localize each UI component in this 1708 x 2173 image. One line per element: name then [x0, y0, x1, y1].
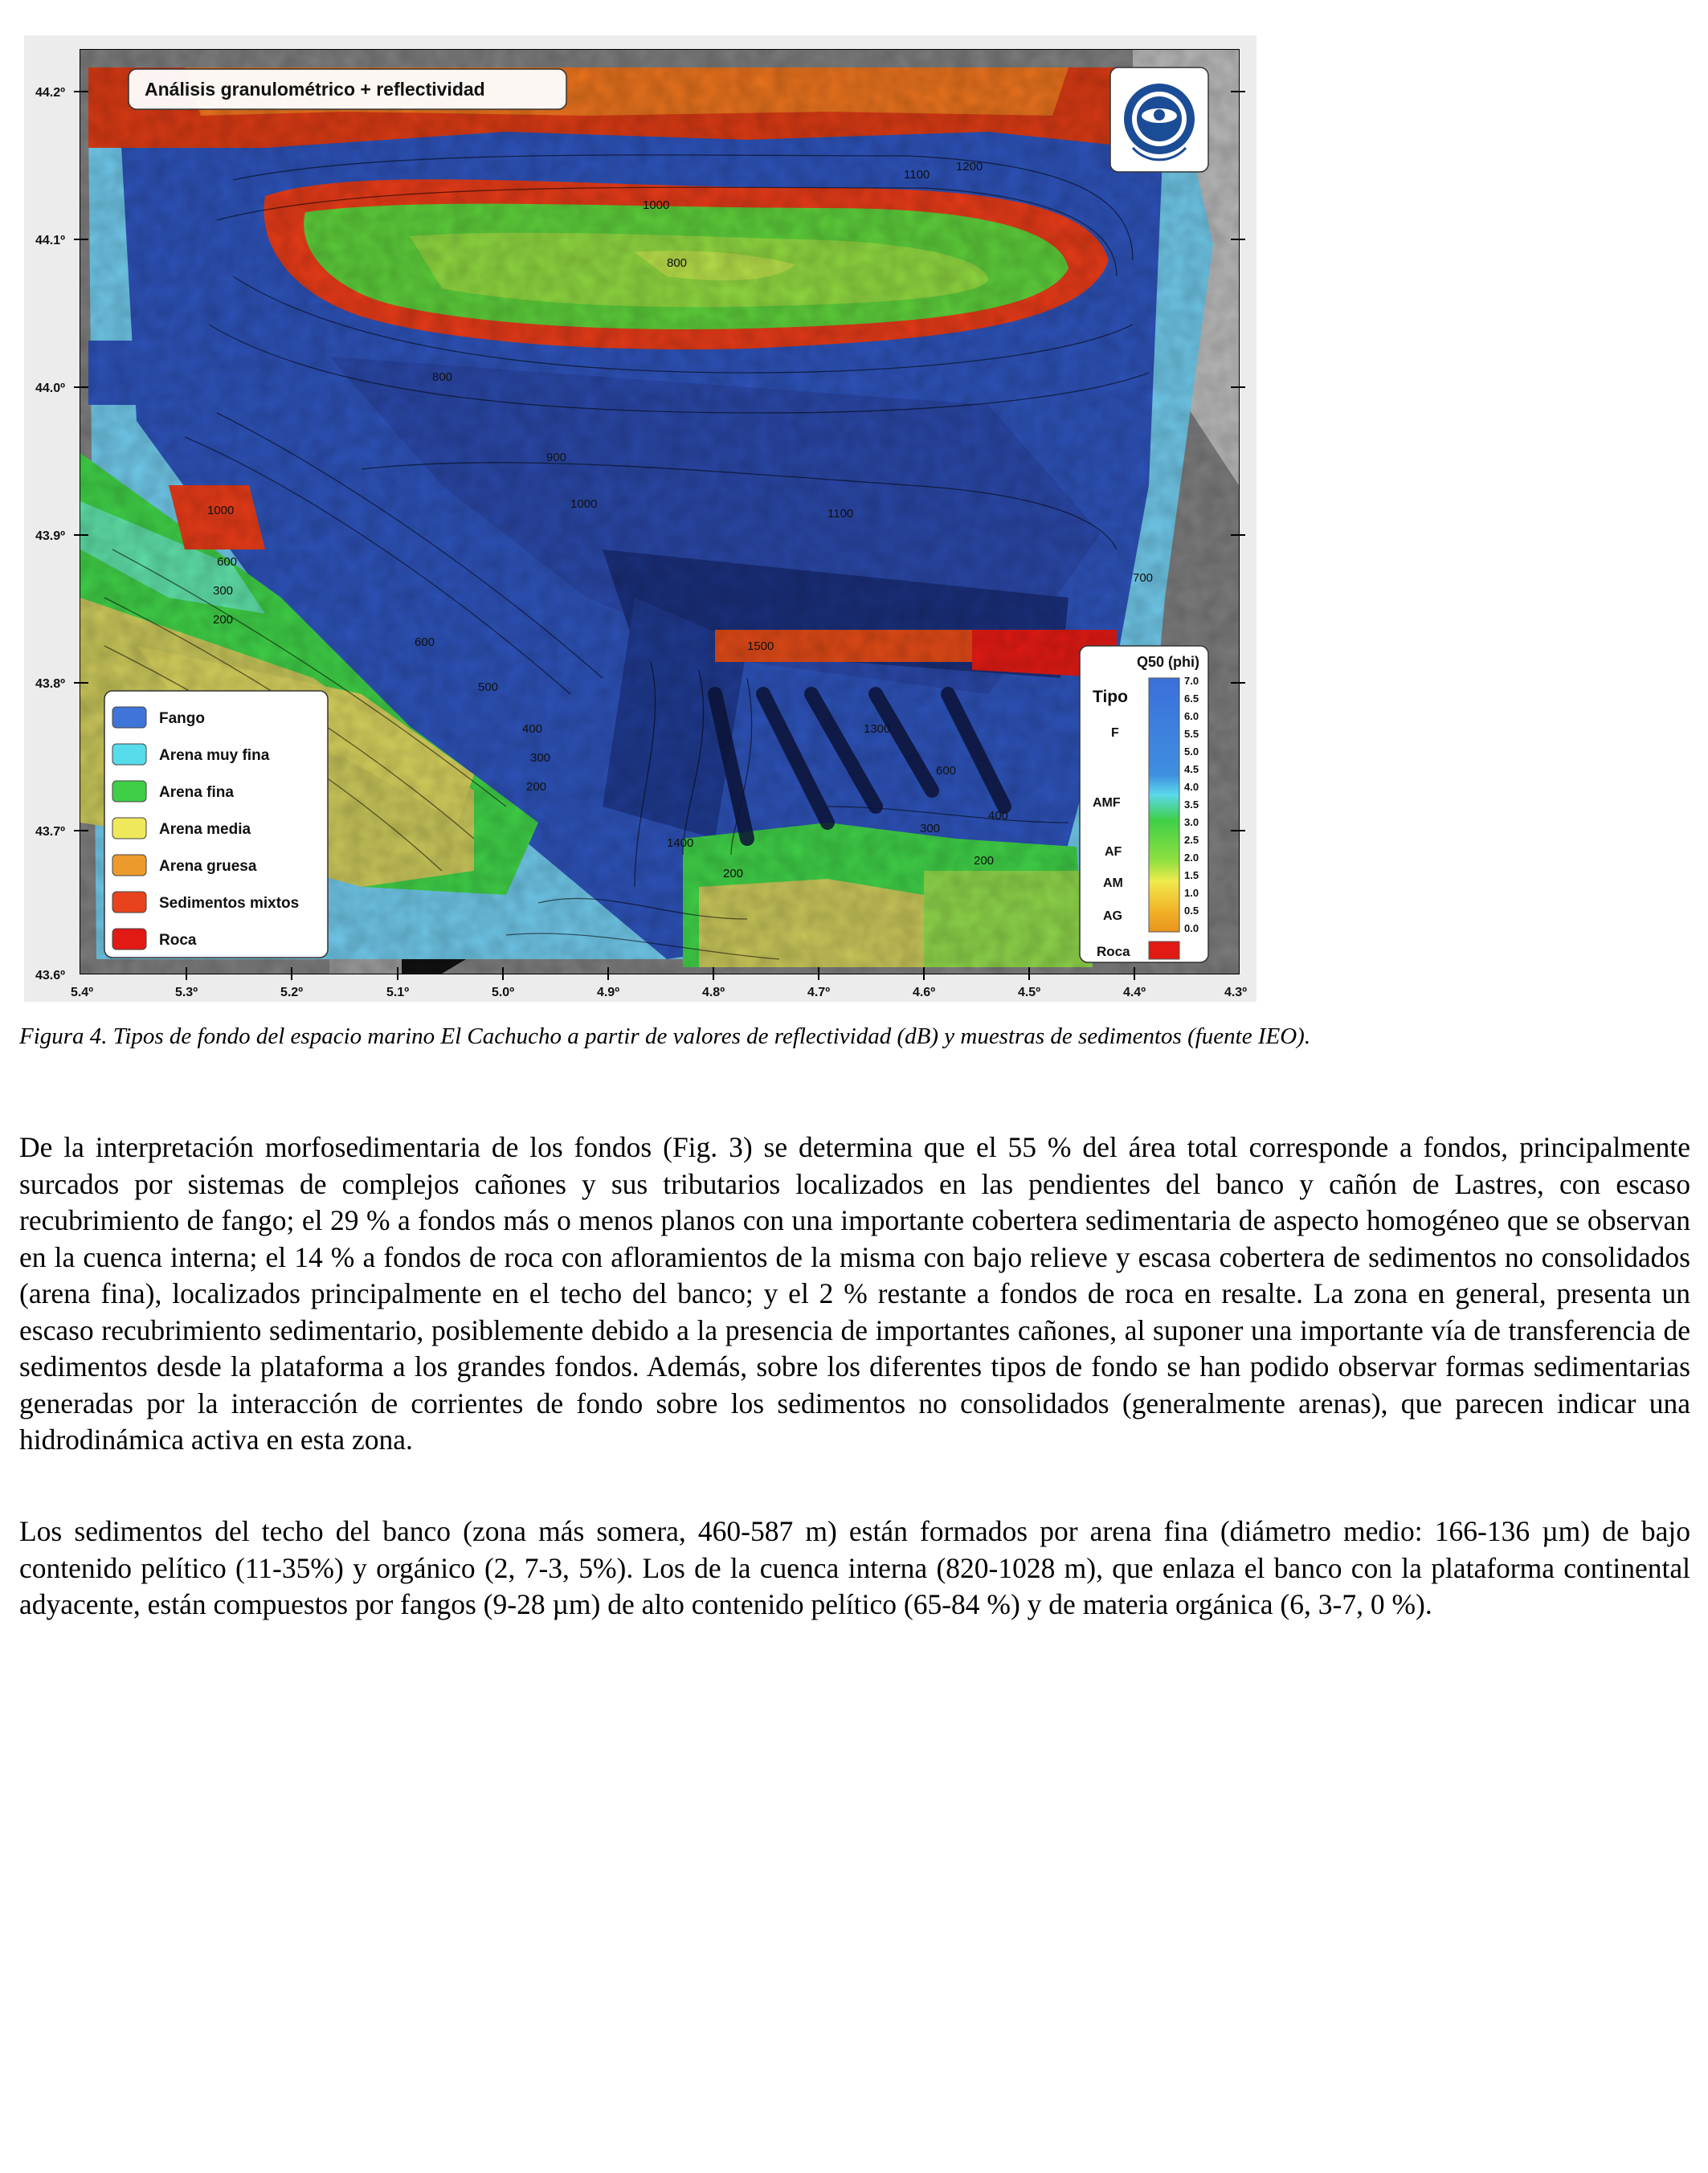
- svg-text:5.2º: 5.2º: [280, 986, 304, 999]
- tipo-label: AM: [1103, 876, 1123, 890]
- legend-label-sedimentos-mixtos: Sedimentos mixtos: [159, 895, 300, 912]
- body-paragraph-1: De la interpretación morfosedimentaria de los fondos (Fig. 3) se determina que el 55 % del área total corresponde a fondos, principalmente surcados por sistemas de complejos cañones y sus tributarios localizados en las pendientes del banco y cañón de Lastres, con escaso recubrimiento de fango; el 29 % a fondos más o menos planos con una importante cobertera sedimentaria de aspecto homogéneo que se observan en la cuenca interna; el 14 % a fondos de roca con afloramientos de la misma con bajo relieve y escasa cobertera de sedimentos no consolidados (arena fina), localizados principalmente en el techo del banco; y el 2 % restante a fondos de roca en resalte. La zona en general, presenta un escaso recubrimiento sedimentario, posiblemente debido a la presencia de importantes cañones, al suponer una importante vía de transferencia de sedimentos desde la plataforma a los grandes fondos. Además, sobre los diferentes tipos de fondo se han podido observar formas sedimentarias generadas por la interacción de corrientes de fondo sobre los sedimentos no consolidados (generalmente arenas), que parecen indicar una hidrodinámica activa en esta zona.: [19, 1131, 1690, 1456]
- contour-label: 1500: [747, 639, 774, 653]
- svg-text:1.5: 1.5: [1184, 869, 1199, 881]
- contour-label: 1100: [904, 168, 930, 182]
- contour-label: 200: [974, 854, 995, 868]
- svg-text:1.0: 1.0: [1184, 887, 1199, 899]
- svg-text:2.0: 2.0: [1184, 852, 1199, 864]
- contour-label: 700: [1133, 571, 1154, 585]
- legend-label-arena-gruesa: Arena gruesa: [159, 858, 257, 875]
- contour-label: 1200: [956, 160, 983, 174]
- q50-color-bar: [1149, 678, 1179, 932]
- svg-text:3.0: 3.0: [1184, 816, 1199, 828]
- svg-text:7.0: 7.0: [1184, 675, 1199, 687]
- contour-label: 500: [478, 680, 499, 694]
- contour-label: 200: [723, 867, 744, 880]
- contour-label: 300: [920, 822, 941, 835]
- contour-label: 900: [546, 451, 567, 464]
- map-title: Análisis granulométrico + reflectividad: [145, 79, 485, 100]
- svg-text:44.2º: 44.2º: [35, 86, 65, 100]
- contour-label: 1100: [827, 507, 854, 521]
- svg-text:4.8º: 4.8º: [701, 986, 725, 999]
- contour-label: 600: [217, 555, 238, 569]
- tipo-header: Tipo: [1093, 688, 1128, 706]
- svg-text:5.4º: 5.4º: [70, 986, 94, 999]
- contour-label: 1300: [864, 722, 891, 736]
- contour-label: 1000: [570, 497, 598, 511]
- svg-text:2.5: 2.5: [1184, 834, 1199, 846]
- tipo-label: F: [1111, 726, 1119, 740]
- svg-text:0.0: 0.0: [1184, 922, 1199, 934]
- legend-label-roca: Roca: [159, 932, 197, 949]
- legend-swatch-arena-fina: [112, 781, 146, 802]
- q50-value-labels: [1184, 675, 1199, 934]
- svg-text:6.0: 6.0: [1184, 710, 1199, 722]
- seabed-map: [24, 35, 1256, 1002]
- svg-text:4.6º: 4.6º: [912, 986, 936, 999]
- contour-label: 1400: [667, 836, 694, 850]
- contour-label: 200: [526, 780, 547, 794]
- legend-swatch-sedimentos-mixtos: [112, 892, 146, 913]
- contour-label: 600: [415, 635, 435, 649]
- svg-text:4.4º: 4.4º: [1122, 986, 1146, 999]
- svg-text:43.8º: 43.8º: [35, 677, 65, 691]
- tipo-label: AG: [1103, 909, 1122, 923]
- legend-box: [104, 691, 328, 958]
- legend-label-arena-muy-fina: Arena muy fina: [159, 747, 270, 764]
- contour-label: 600: [936, 764, 957, 778]
- svg-text:5.1º: 5.1º: [386, 986, 410, 999]
- body-paragraph-2: Los sedimentos del techo del banco (zona más somera, 460-587 m) están formados por arena fina (diámetro medio: 166-136 µm) de bajo contenido pelítico (11-35%) y orgánico (2, 7-3, 5%). Los de la cuenca interna (820-1028 m), que enlaza el banco con la plataforma continental adyacente, están compuestos por fangos (9-28 µm) de alto contenido pelítico (65-84 %) y de materia orgánica (6, 3-7, 0 %).: [19, 1515, 1690, 1620]
- contour-label: 300: [213, 584, 234, 598]
- legend-swatch-arena-media: [112, 818, 146, 839]
- svg-text:4.5: 4.5: [1184, 763, 1199, 775]
- svg-text:4.0: 4.0: [1184, 781, 1199, 793]
- svg-text:43.7º: 43.7º: [35, 825, 65, 839]
- contour-label: 400: [522, 722, 543, 736]
- svg-text:5.0º: 5.0º: [491, 986, 515, 999]
- tipo-label: AMF: [1093, 796, 1121, 810]
- roca-scale-label: Roca: [1097, 944, 1130, 959]
- legend-swatch-arena-gruesa: [112, 855, 146, 876]
- contour-label: 1000: [643, 198, 670, 212]
- legend-label-arena-fina: Arena fina: [159, 784, 234, 801]
- seabed-map-figure: [24, 35, 1256, 1002]
- contour-label: 300: [530, 751, 551, 765]
- svg-text:43.9º: 43.9º: [35, 529, 65, 543]
- svg-text:44.0º: 44.0º: [35, 382, 65, 395]
- svg-text:4.3º: 4.3º: [1224, 986, 1248, 999]
- legend-label-arena-media: Arena media: [159, 821, 251, 838]
- svg-text:0.5: 0.5: [1184, 905, 1199, 917]
- legend-swatch-arena-muy-fina: [112, 744, 146, 765]
- q50-scale-title: Q50 (phi): [1137, 654, 1200, 670]
- svg-text:4.9º: 4.9º: [596, 986, 620, 999]
- contour-label: 1000: [207, 504, 235, 517]
- svg-text:3.5: 3.5: [1184, 799, 1199, 811]
- svg-text:43.6º: 43.6º: [35, 969, 65, 982]
- legend-label-fango: Fango: [159, 710, 205, 727]
- svg-text:5.5: 5.5: [1184, 728, 1199, 740]
- legend-swatch-fango: [112, 707, 146, 728]
- contour-label: 800: [667, 256, 688, 270]
- ieo-logo-icon: [1110, 67, 1208, 172]
- q50-scale-box: [1080, 646, 1208, 962]
- contour-label: 800: [432, 370, 453, 384]
- svg-text:6.5: 6.5: [1184, 692, 1199, 705]
- contour-label: 400: [988, 809, 1009, 823]
- legend-swatch-roca: [112, 929, 146, 950]
- figure-caption: Figura 4. Tipos de fondo del espacio marino El Cachucho a partir de valores de reflectividad (dB) y muestras de sedimentos (fuente IEO).: [19, 1023, 1311, 1049]
- tipo-label: AF: [1105, 845, 1122, 859]
- map-title-box: [129, 69, 566, 109]
- svg-text:4.7º: 4.7º: [807, 986, 831, 999]
- svg-text:5.0: 5.0: [1184, 745, 1199, 758]
- svg-text:4.5º: 4.5º: [1017, 986, 1041, 999]
- contour-label: 200: [213, 613, 234, 627]
- svg-text:44.1º: 44.1º: [35, 234, 65, 247]
- svg-text:5.3º: 5.3º: [174, 986, 198, 999]
- roca-scale-swatch: [1149, 941, 1179, 959]
